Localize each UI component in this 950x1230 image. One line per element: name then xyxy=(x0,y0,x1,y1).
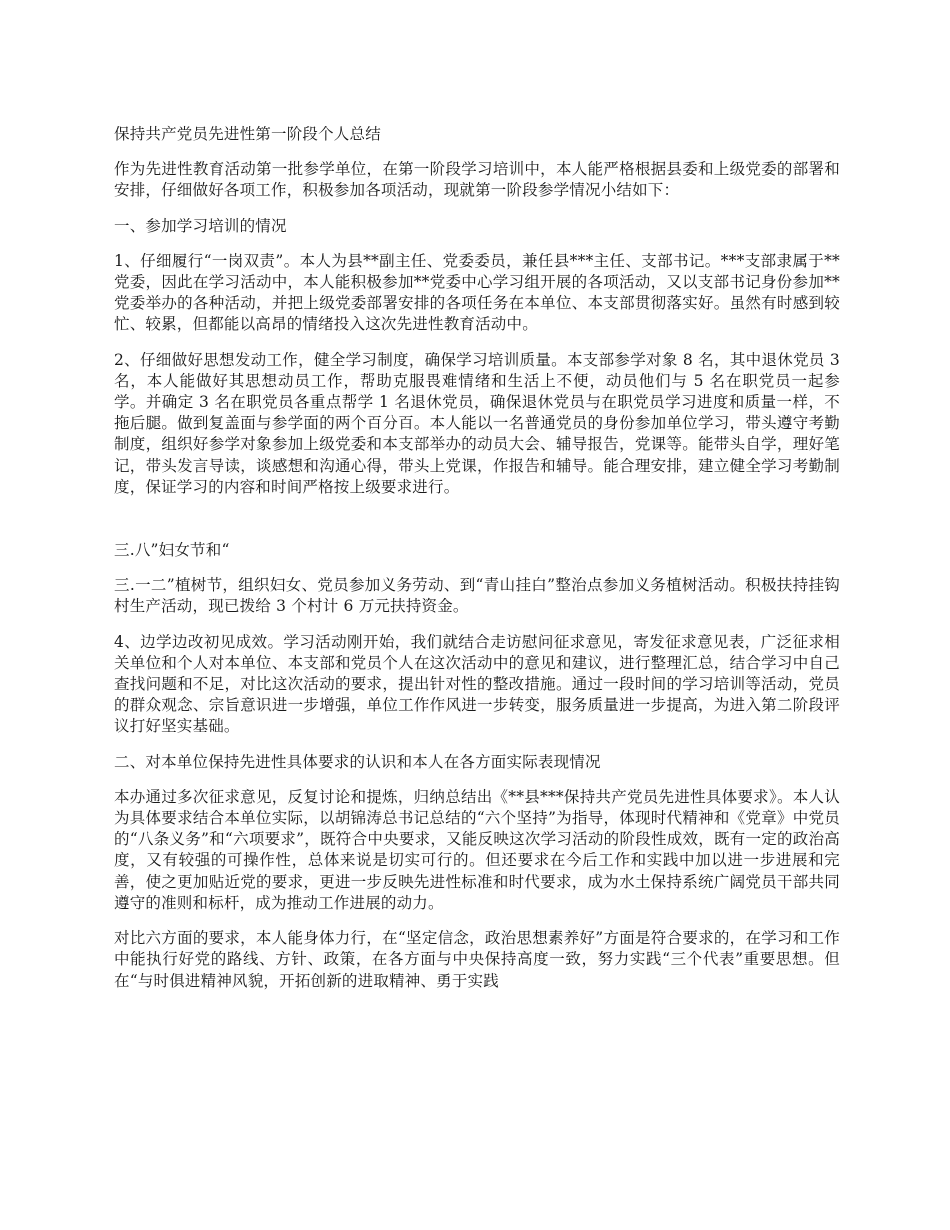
paragraph-tree-planting: 三.一二”植树节，组织妇女、党员参加义务劳动、到“青山挂白”整治点参加义务植树活动。积极扶持挂钩村生产活动，现已拨给 3 个村计 6 万元扶持资金。 xyxy=(114,576,840,616)
paragraph-item-2: 2、仔细做好思想发动工作，健全学习制度，确保学习培训质量。本支部参学对象 8 名，其中退休党员 3 名，本人能做好其思想动员工作，帮助克服畏难情绪和生活上不便，动员他们与 5 名在职党员一起参学。并确定 3 名在职党员各重点帮学 1 名退休党员，确保退休党员与在职党员学习进度和质量一样，不拖后腿。做到复盖面与参学面的两个百分百。本人能以一名普通党员的身份参加单位学习，带头遵守考勤制度，组织好参学对象参加上级党委和本支部举办的动员大会、辅导报告，党课等。能带头自学，理好笔记，带头发言导读，谈感想和沟通心得，带头上党课，作报告和辅导。能合理安排，建立健全学习考勤制度，保证学习的内容和时间严格按上级要求进行。 xyxy=(114,350,840,496)
section-heading-2: 二、对本单位保持先进性具体要求的认识和本人在各方面实际表现情况 xyxy=(114,752,601,771)
intro-paragraph: 作为先进性教育活动第一批参学单位，在第一阶段学习培训中，本人能严格根据县委和上级党委的部署和安排，仔细做好各项工作，积极参加各项活动，现就第一阶段参学情况小结如下： xyxy=(114,160,840,200)
paragraph-comparison: 对比六方面的要求，本人能身体力行，在“坚定信念，政治思想素养好”方面是符合要求的，在学习和工作中能执行好党的路线、方针、政策，在各方面与中央保持高度一致，努力实践“三个代表”重要思想。但在“与时俱进精神风貌，开拓创新的进取精神、勇于实践 xyxy=(114,929,840,990)
document-title: 保持共产党员先进性第一阶段个人总结 xyxy=(114,125,381,143)
document-page xyxy=(114,124,840,1006)
paragraph-fragment-womens-day: 三.八”妇女节和“ xyxy=(114,541,230,560)
paragraph-item-1: 1、仔细履行“一岗双责”。本人为县**副主任、党委委员，兼任县***主任、支部书记。***支部隶属于**党委，因此在学习活动中，本人能积极参加**党委中心学习组开展的各项活动，又以支部书记身份参加**党委举办的各种活动，并把上级党委部署安排的各项任务在本单位、本支部贯彻落实好。虽然有时感到较忙、较累，但都能以高昂的情绪投入这次先进性教育活动中。 xyxy=(114,251,840,334)
section-heading-1: 一、参加学习培训的情况 xyxy=(114,216,287,235)
paragraph-requirements: 本办通过多次征求意见，反复讨论和提炼，归纳总结出《**县***保持共产党员先进性具体要求》。本人认为具体要求结合本单位实际，以胡锦涛总书记总结的“六个坚持”为指导，体现时代精神和《党章》中党员的“八条义务”和“六项要求”，既符合中央要求，又能反映这次学习活动的阶段性成效，既有一定的政治高度，又有较强的可操作性，总体来说是切实可行的。但还要求在今后工作和实践中加以进一步进展和完善，使之更加贴近党的要求，更进一步反映先进性标准和时代要求，成为水土保持系统广阔党员干部共同遵守的准则和标杆，成为推动工作进展的动力。 xyxy=(114,787,840,912)
paragraph-item-4: 4、边学边改初见成效。学习活动刚开始，我们就结合走访慰问征求意见，寄发征求意见表，广泛征求相关单位和个人对本单位、本支部和党员个人在这次活动中的意见和建议，进行整理汇总，结合学习中自己查找问题和不足，对比这次活动的要求，提出针对性的整改措施。通过一段时间的学习培训等活动，党员的群众观念、宗旨意识进一步增强，单位工作作风进一步转变，服务质量进一步提高，为进入第二阶段评议打好坚实基础。 xyxy=(114,632,840,736)
